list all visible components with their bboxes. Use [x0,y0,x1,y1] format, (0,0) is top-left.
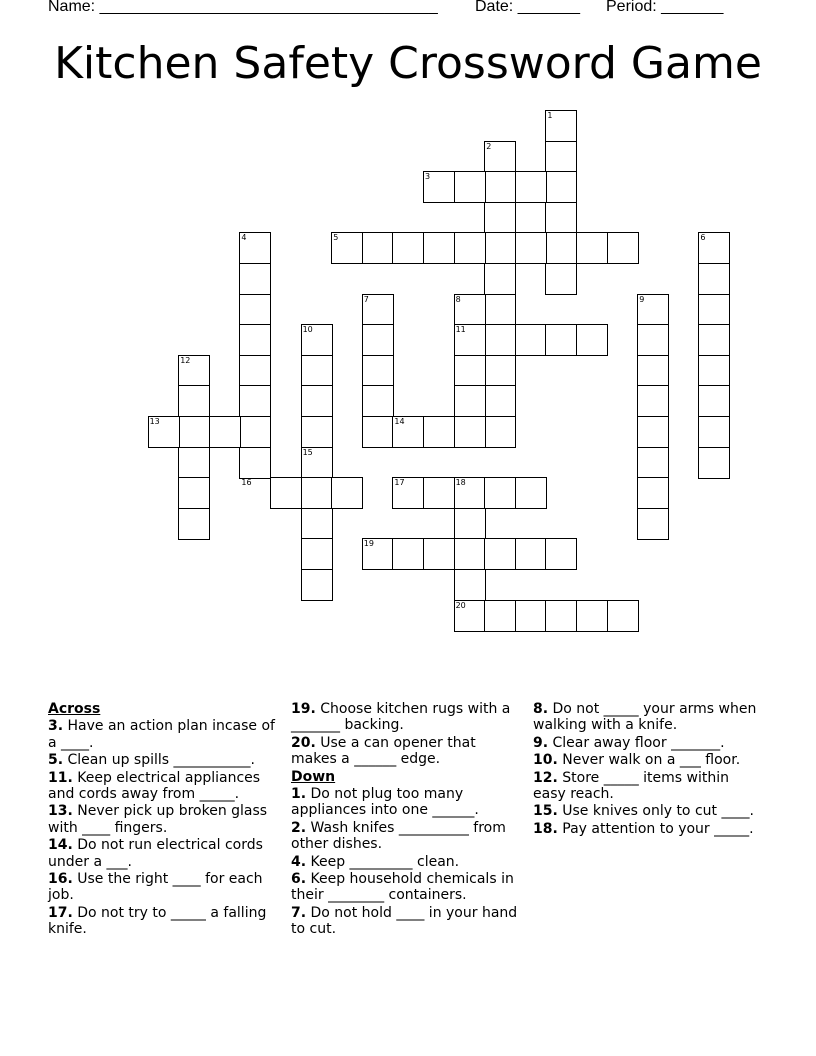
across-clue: 20. Use a can opener that makes a ______ edge. [291,734,476,768]
grid-cell[interactable] [576,232,608,264]
grid-cell[interactable] [484,600,516,632]
clue-number: 13 [149,417,160,426]
clues-column-2 [291,701,521,939]
grid-cell[interactable] [454,416,486,448]
grid-cell[interactable] [484,385,516,417]
grid-cell[interactable] [423,538,455,570]
grid-cell[interactable] [637,508,669,540]
grid-cell[interactable] [454,569,486,601]
grid-cell[interactable] [392,232,424,264]
grid-cell[interactable] [423,416,455,448]
grid-cell[interactable] [239,385,271,417]
grid-cell[interactable] [698,263,730,295]
grid-cell[interactable] [301,355,333,387]
down-clue: 4. Keep _________ clean. [291,853,460,870]
grid-cell[interactable] [301,385,333,417]
grid-cell[interactable] [698,447,730,479]
clue-number: 20 [455,600,466,610]
grid-cell[interactable] [239,263,271,295]
grid-cell[interactable] [423,232,455,264]
clue-number: 15 [302,447,313,457]
grid-cell[interactable] [362,355,394,387]
grid-cell[interactable] [698,385,730,417]
across-clue: 3. Have an action plan incase of a ____. [48,718,275,751]
grid-cell[interactable] [545,324,577,356]
grid-cell[interactable] [270,477,302,509]
across-heading: Across [48,701,101,717]
name-field-label[interactable]: Name: ______________________________________ [48,0,438,15]
across-clue: 16. Use the right ____ for each job. [48,871,263,904]
grid-cell[interactable] [484,538,516,570]
grid-cell[interactable] [576,600,608,632]
clues-column-1 [48,701,278,939]
grid-cell[interactable] [607,600,639,632]
grid-cell[interactable] [637,355,669,387]
date-field-label[interactable]: Date: _______ [475,0,580,15]
clue-number: 6 [700,233,706,243]
grid-cell[interactable] [239,447,271,479]
grid-cell[interactable] [239,355,271,387]
grid-cell[interactable] [362,324,394,356]
down-clue: 8. Do not _____ your arms when walking with a knife. [533,701,757,734]
page-title: Kitchen Safety Crossword Game [54,38,762,89]
grid-cell[interactable] [454,538,486,570]
clue-number: 16 [241,478,252,488]
grid-cell[interactable] [637,324,669,356]
clues-column-3 [533,701,763,838]
across-clue: 13. Never pick up broken glass with ____ fingers. [48,803,268,836]
clue-number: 14 [394,417,405,426]
across-clue: 19. Choose kitchen rugs with a _______ backing. [291,701,511,734]
grid-cell[interactable] [698,294,730,326]
down-clue: 18. Pay attention to your _____. [533,820,754,837]
clue-number: 4 [241,233,247,243]
grid-cell[interactable] [239,416,271,448]
grid-cell[interactable] [698,355,730,387]
clue-number: 17 [394,478,405,488]
down-clue: 15. Use knives only to cut ____. [533,803,754,820]
clue-number: 19 [363,539,374,549]
grid-cell[interactable] [515,324,547,356]
down-clue: 6. Keep household chemicals in their ________ containers. [291,871,514,904]
down-clue: 7. Do not hold ____ in your hand to cut. [291,904,518,938]
grid-cell[interactable] [239,324,271,356]
down-clue: 2. Wash knifes __________ from other dishes. [291,819,506,853]
grid-cell[interactable] [637,416,669,448]
clue-number: 3 [425,172,431,182]
grid-cell[interactable] [515,600,547,632]
grid-cell[interactable] [484,232,516,264]
grid-cell[interactable] [239,294,271,326]
grid-cell[interactable] [545,171,577,203]
grid-cell[interactable] [545,600,577,632]
grid-cell[interactable] [301,416,333,448]
grid-cell[interactable] [362,385,394,417]
clue-number: 2 [486,141,492,151]
clue-number: 11 [455,325,466,335]
grid-cell[interactable] [607,232,639,264]
grid-cell[interactable] [454,171,486,203]
period-field-label[interactable]: Period: _______ [606,0,724,15]
grid-cell[interactable] [545,141,577,173]
grid-cell[interactable] [178,385,210,417]
down-clue: 10. Never walk on a ___ floor. [533,752,741,769]
grid-cell[interactable] [454,385,486,417]
grid-cell[interactable] [637,477,669,509]
grid-cell[interactable] [515,232,547,264]
grid-cell[interactable] [545,538,577,570]
clue-number: 1 [547,111,553,120]
grid-cell[interactable] [301,538,333,570]
grid-cell[interactable] [209,416,241,448]
grid-cell[interactable] [545,202,577,234]
grid-cell[interactable] [576,324,608,356]
grid-cell[interactable] [484,416,516,448]
grid-cell[interactable] [484,263,516,295]
grid-cell[interactable] [484,477,516,509]
grid-cell[interactable] [515,538,547,570]
grid-cell[interactable] [454,232,486,264]
down-clue: 9. Clear away floor _______. [533,734,725,751]
grid-cell[interactable] [362,232,394,264]
down-clue: 12. Store _____ items within easy reach. [533,769,730,803]
grid-cell[interactable] [484,294,516,326]
across-clue: 14. Do not run electrical cords under a ___. [48,837,263,870]
grid-cell[interactable] [545,232,577,264]
clue-number: 12 [180,355,191,365]
grid-cell[interactable] [301,508,333,540]
grid-cell[interactable] [301,569,333,601]
grid-cell[interactable] [698,416,730,448]
grid-cell[interactable] [698,324,730,356]
clue-number: 18 [455,478,466,488]
grid-cell[interactable] [362,416,394,448]
across-clue: 5. Clean up spills ___________. [48,752,255,769]
grid-cell[interactable] [301,477,333,509]
grid-cell[interactable] [454,355,486,387]
clue-number: 7 [363,294,369,304]
grid-cell[interactable] [515,171,547,203]
clue-number: 10 [302,325,313,335]
grid-cell[interactable] [484,324,516,356]
grid-cell[interactable] [178,477,210,509]
grid-cell[interactable] [178,508,210,540]
grid-cell[interactable] [392,538,424,570]
grid-cell[interactable] [484,355,516,387]
clue-number: 9 [639,294,645,304]
down-clue: 1. Do not plug too many appliances into one ______. [291,786,479,819]
grid-cell[interactable] [331,477,363,509]
clue-number: 8 [455,294,461,304]
grid-cell[interactable] [515,477,547,509]
grid-cell[interactable] [637,447,669,479]
grid-cell[interactable] [178,447,210,479]
grid-cell[interactable] [423,477,455,509]
grid-cell[interactable] [545,263,577,295]
grid-cell[interactable] [178,416,210,448]
across-clue: 11. Keep electrical appliances and cords away from _____. [48,769,261,803]
down-heading: Down [291,768,336,785]
clue-number: 5 [333,233,339,243]
grid-cell[interactable] [454,508,486,540]
across-clue: 17. Do not try to _____ a falling knife. [48,904,267,938]
grid-cell[interactable] [637,385,669,417]
grid-cell[interactable] [484,202,516,234]
grid-cell[interactable] [484,171,516,203]
